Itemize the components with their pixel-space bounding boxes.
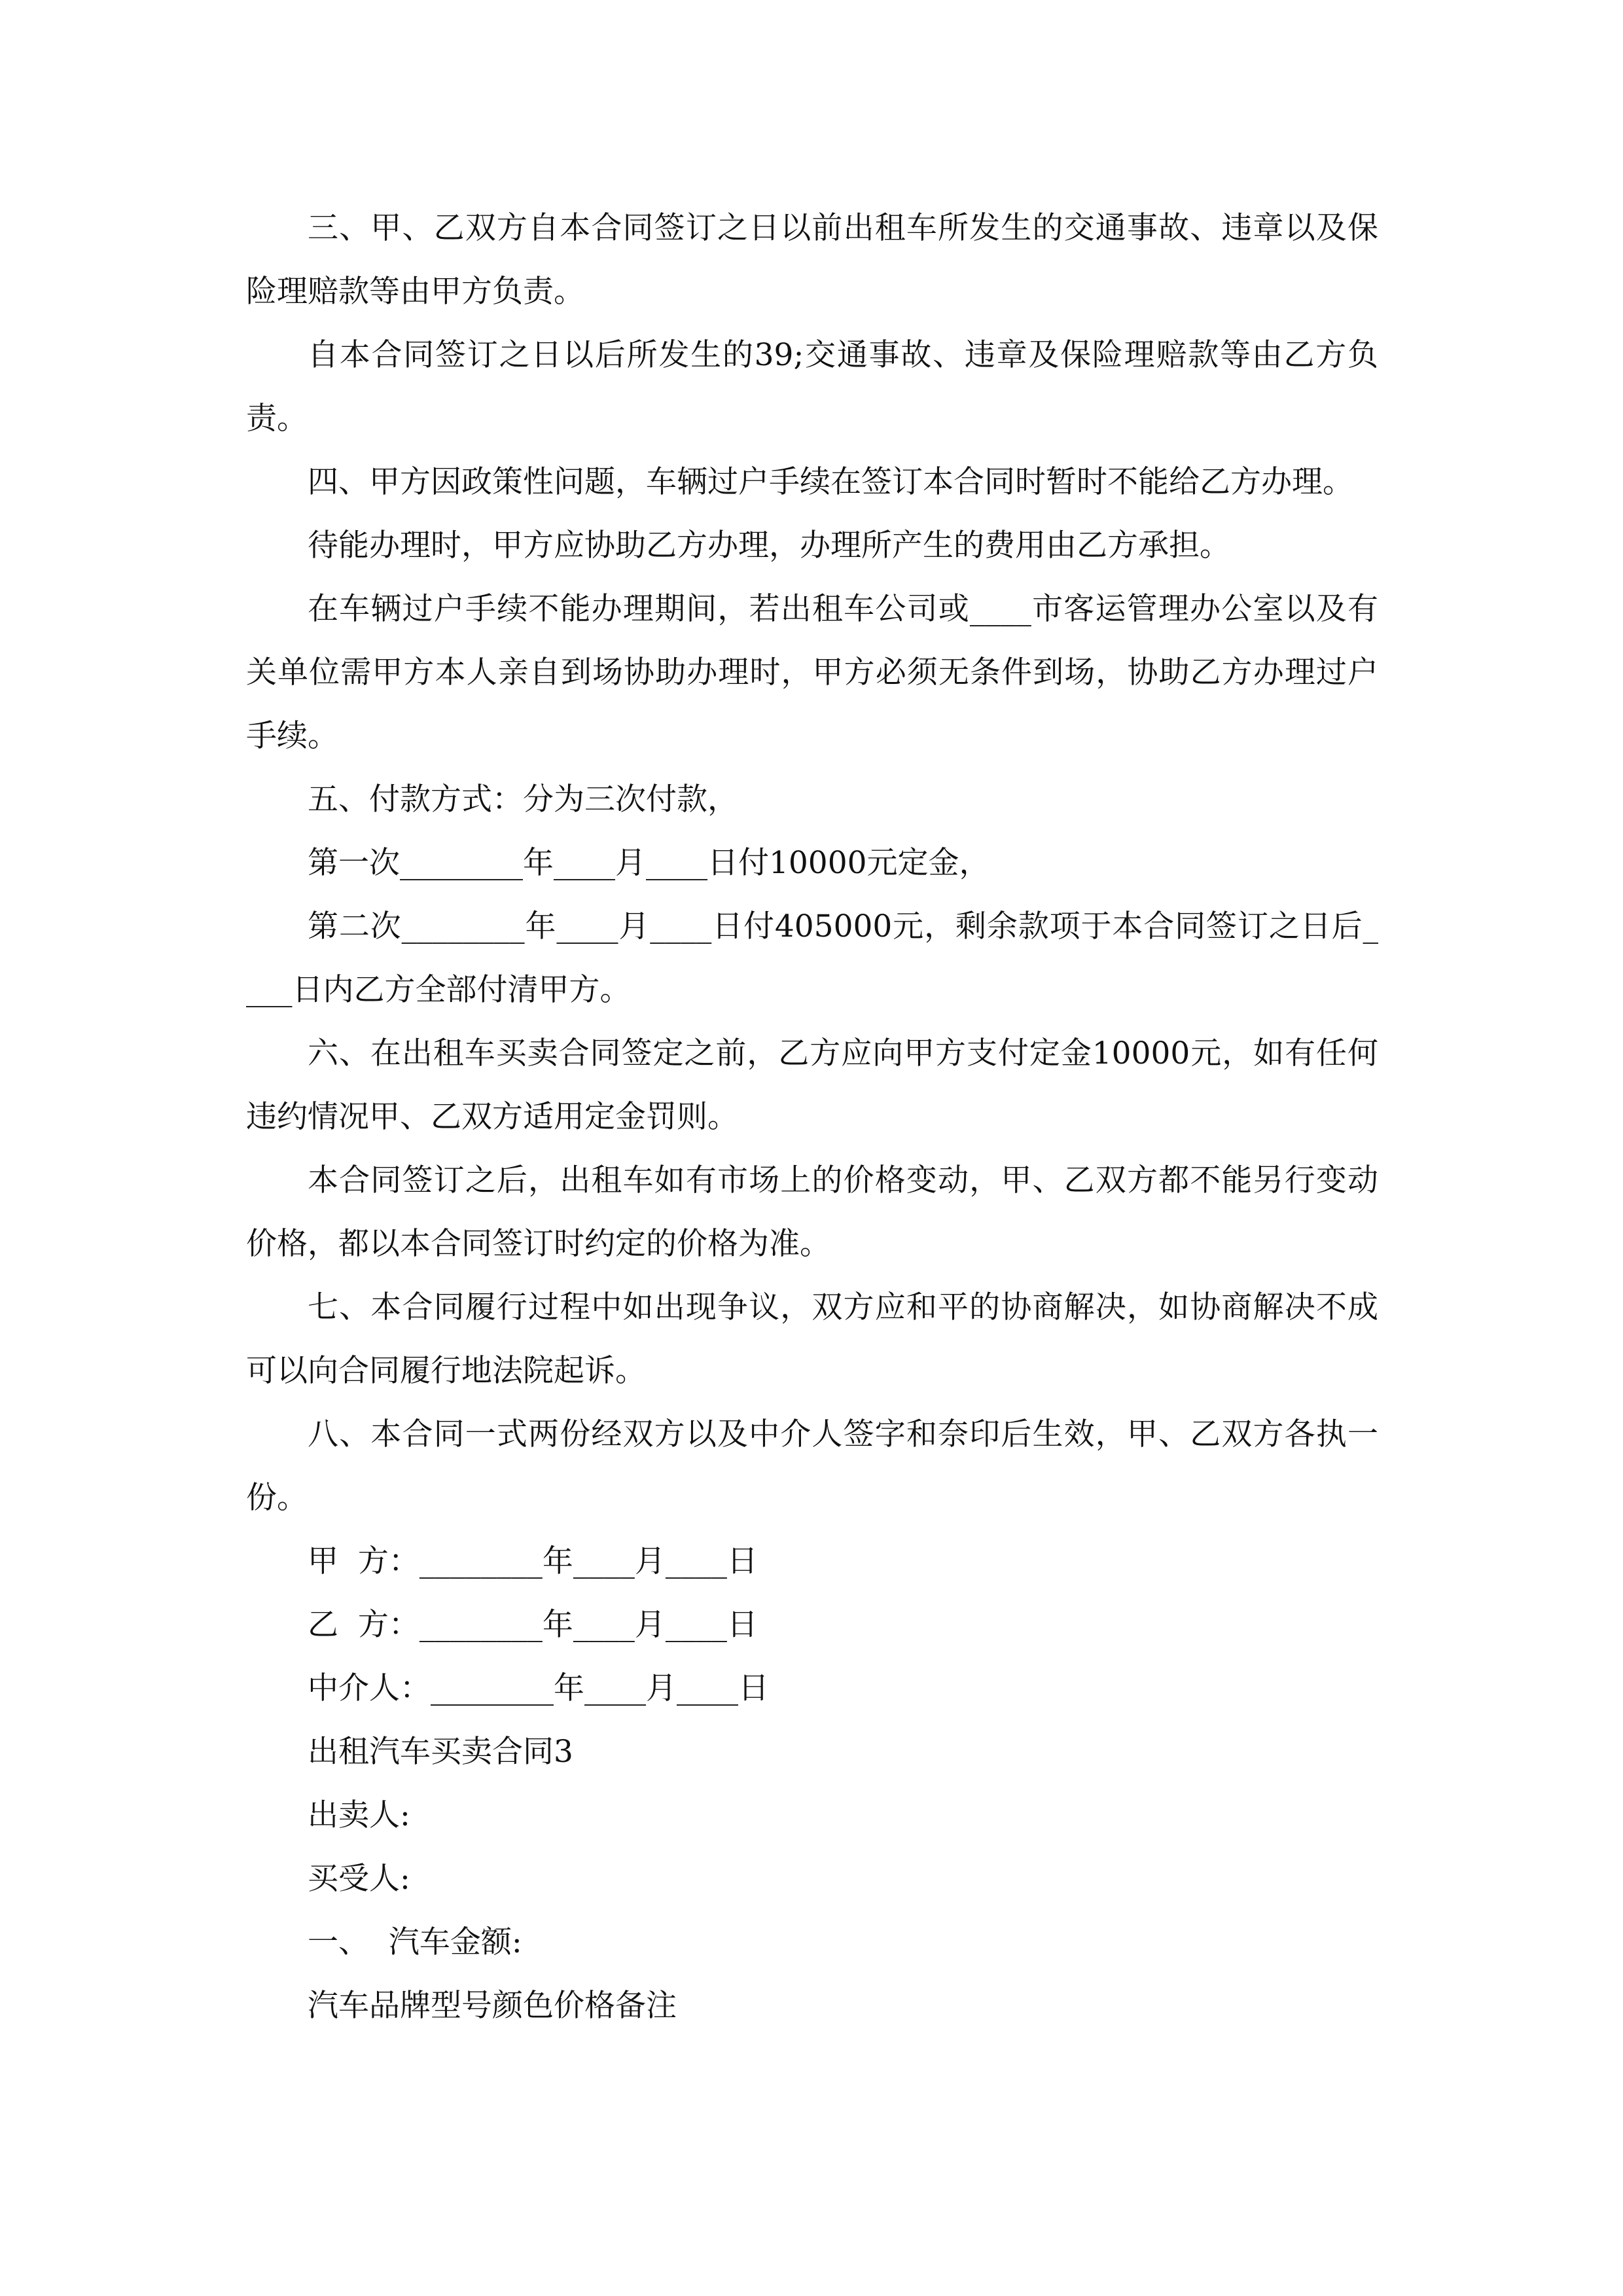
clause-4-transfer-period: 在车辆过户手续不能办理期间，若出租车公司或____市客运管理办公室以及有关单位需甲方本人亲自到场协助办理时，甲方必须无条件到场，协助乙方办理过户手续。: [246, 591, 1378, 754]
section-car-amount: 一、 汽车金额:: [308, 1924, 522, 1960]
clause-5: 五、付款方式：分为三次付款，: [308, 781, 738, 817]
clause-8: 八、本合同一式两份经双方以及中介人签字和奈印后生效，甲、乙双方各执一份。: [246, 1416, 1378, 1516]
clause-7: 七、本合同履行过程中如出现争议，双方应和平的协商解决，如协商解决不成可以向合同履行地法院起诉。: [246, 1289, 1378, 1389]
document-body: [246, 196, 1378, 2037]
signature-party-a: 甲 方：________年____月____日: [308, 1543, 758, 1579]
payment-second: 第二次________年____月____日付405000元，剩余款项于本合同签订之日后____日内乙方全部付清甲方。: [246, 908, 1378, 1008]
clause-6-price: 本合同签订之后，出租车如有市场上的价格变动，甲、乙双方都不能另行变动价格，都以本合同签订时约定的价格为准。: [246, 1162, 1378, 1262]
seller-label: 出卖人:: [308, 1797, 410, 1833]
payment-first: 第一次________年____月____日付10000元定金，: [308, 845, 990, 881]
car-table-header: 汽车品牌型号颜色价格备注: [308, 1988, 677, 2024]
contract-title: 出租汽车买卖合同3: [308, 1734, 573, 1770]
clause-4-processing: 待能办理时，甲方应协助乙方办理，办理所产生的费用由乙方承担。: [308, 528, 1230, 564]
clause-3-continued: 自本合同签订之日以后所发生的39;交通事故、违章及保险理赔款等由乙方负责。: [246, 337, 1378, 437]
signature-party-b: 乙 方：________年____月____日: [308, 1607, 758, 1643]
clause-6: 六、在出租车买卖合同签定之前，乙方应向甲方支付定金10000元，如有任何违约情况甲、乙双方适用定金罚则。: [246, 1035, 1378, 1135]
clause-3: 三、甲、乙双方自本合同签订之日以前出租车所发生的交通事故、违章以及保险理赔款等由甲方负责。: [246, 210, 1378, 310]
clause-4: 四、甲方因政策性问题，车辆过户手续在签订本合同时暂时不能给乙方办理。: [308, 464, 1353, 500]
signature-intermediary: 中介人：________年____月____日: [308, 1670, 769, 1706]
buyer-label: 买受人:: [308, 1861, 410, 1897]
